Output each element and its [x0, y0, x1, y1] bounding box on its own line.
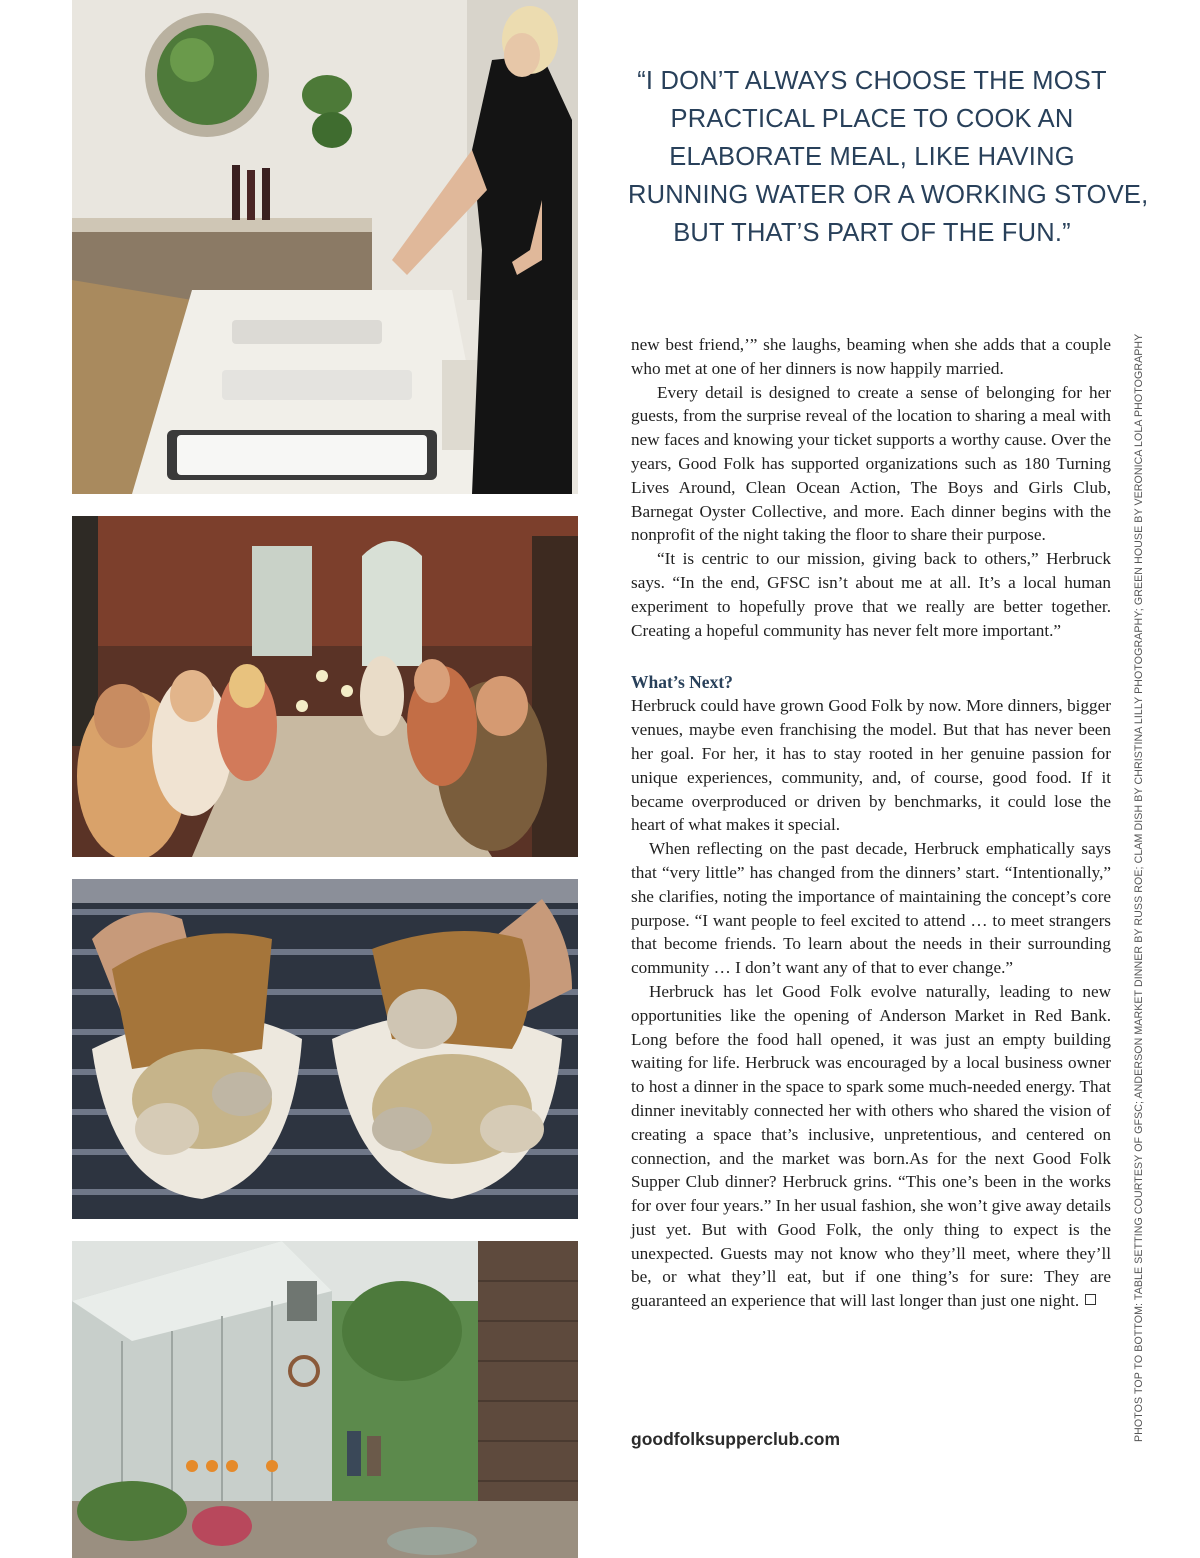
table-setting-photo [72, 0, 578, 494]
pull-quote-line: BUT THAT’S PART OF THE FUN.” [673, 219, 1071, 247]
end-mark-icon [1085, 1294, 1096, 1305]
pull-quote-line: ELABORATE MEAL, LIKE HAVING [669, 143, 1075, 171]
pull-quote-line: “I DON’T ALWAYS CHOOSE THE MOST [637, 67, 1107, 95]
article-paragraph-final [631, 980, 1111, 1313]
article-paragraph: When reflecting on the past decade, Herbruck emphatically says that “very little” has changed from the dinners’ start. “Intentionally,” she clarifies, noting the importance of maintaining the concept’s core purpose. “I want people to feel excited to attend … to meet strangers that become friends. To learn about the needs in their surrounding community … I don’t want any of that to ever change.” [631, 839, 1111, 978]
green-house-photo [72, 1241, 578, 1558]
article-paragraph: Every detail is designed to create a sense of belonging for her guests, from the surprise reveal of the location to sharing a meal with new faces and knowing your ticket supports a worthy cause. Over the years, Good Folk has supported organizations such as 180 Turning Lives Around, Clean Ocean Action, The Boys and Girls Club, Barnegat Oyster Collective, and more. Each dinner begins with the nonprofit of the night taking the floor to share their purpose. [631, 382, 1111, 545]
article-paragraph: “It is centric to our mission, giving back to others,” Herbruck says. “In the end, GFSC isn’t about me at all. It’s a local human experiment to hopefully prove that we really are better together. Creating a hopeful community has never felt more important.” [631, 549, 1111, 640]
article-paragraph: Herbruck could have grown Good Folk by now. More dinners, bigger venues, maybe even franchising the model. But that has never been her goal. For her, it has to stay rooted in her genuine passion for unique experiences, community, and, of course, good food. If it became overproduced or driven by benchmarks, it could lose the heart of what makes it special. [631, 696, 1111, 835]
pull-quote-line: PRACTICAL PLACE TO COOK AN [670, 105, 1074, 133]
article-paragraph-text: Herbruck has let Good Folk evolve naturally, leading to new opportunities like the opening of Anderson Market in Red Bank. Long before the food hall opened, it was just an empty building waiting for life. Herbruck was encouraged by a local business owner to host a dinner in the space to spark some much-needed energy. That dinner inevitably connected her with others who shared the vision of creating a space that’s inclusive, unpretentious, and centered on connection, and the market was born.As for the next Good Folk Supper Club dinner? Herbruck grins. “This one’s been in the works for over four years.” In her usual fashion, she won’t give away details just yet. But with Good Folk, the only thing to expect is the unexpected. Guests may not know who they’ll meet, where they’ll be, or what they’ll eat, but if one thing’s for sure: They are guaranteed an experience that will last longer than just one night. [631, 981, 1111, 1311]
anderson-market-dinner-photo [72, 516, 578, 857]
article-body [631, 333, 1111, 1313]
clam-dish-photo [72, 879, 578, 1219]
website-link[interactable]: goodfolksupperclub.com [631, 1429, 841, 1449]
photo-credits: PHOTOS TOP TO BOTTOM: TABLE SETTING COURTESY OF GFSC; ANDERSON MARKET DINNER BY RUSS ROE; CLAM DISH BY CHRISTINA LILLY PHOTOGRAPHY; GREEN HOUSE BY VERONICA LOLA PHOTOGRAPHY [1133, 333, 1145, 1442]
pull-quote [628, 62, 1149, 252]
pull-quote-line: RUNNING WATER OR A WORKING STOVE, [628, 181, 1149, 209]
section-heading: What’s Next? [631, 672, 733, 693]
article-paragraph: new best friend,’” she laughs, beaming when she adds that a couple who met at one of her dinners is now happily married. [631, 335, 1111, 378]
